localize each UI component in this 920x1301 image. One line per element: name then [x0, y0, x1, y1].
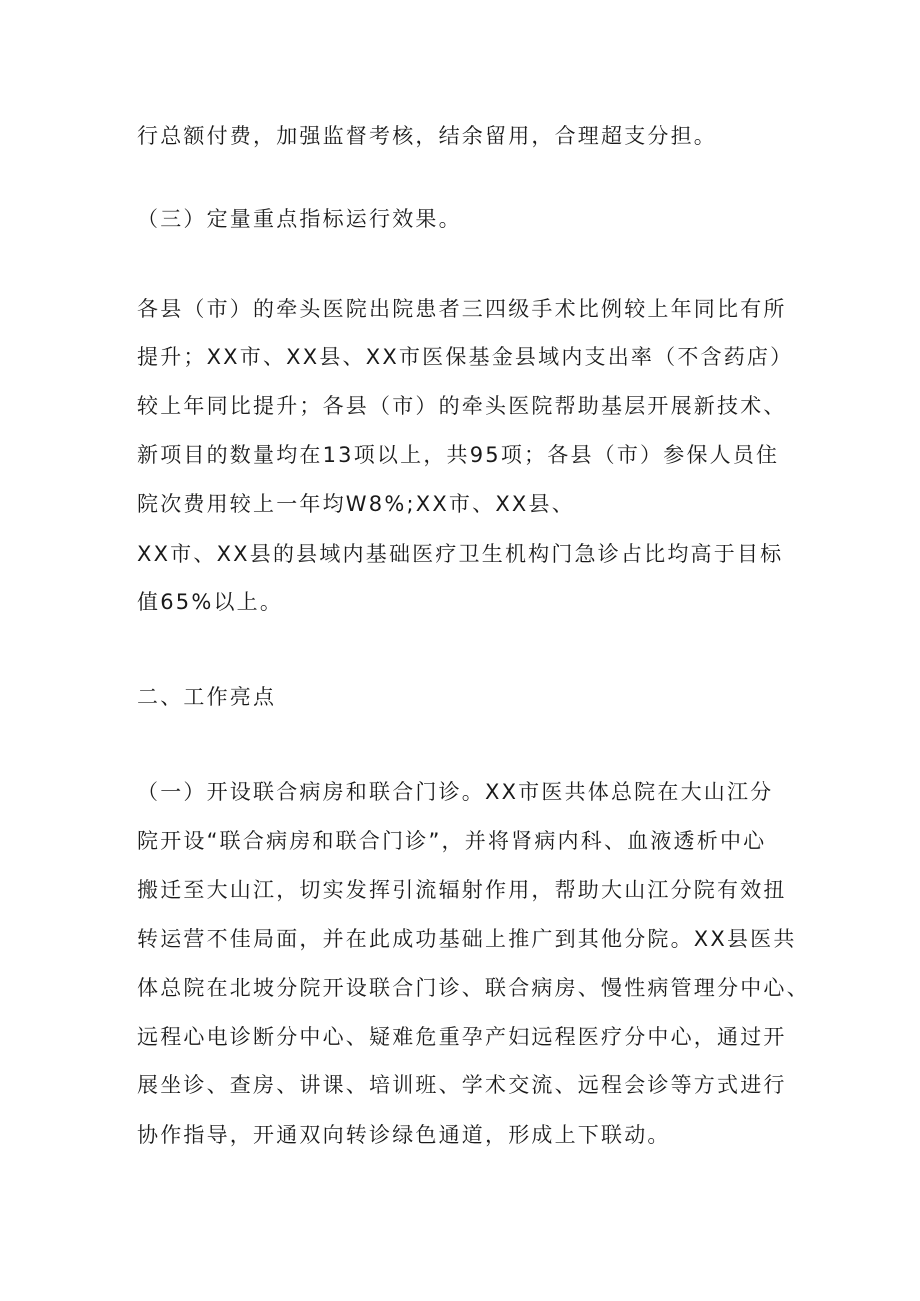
- highlight-line-2: 院开设“联合病房和联合门诊”，并将肾病内科、血液透析中心: [137, 829, 767, 853]
- paragraph-line-2: 各县（市）的牵头医院出院患者三四级手术比例较上年同比有所: [137, 297, 787, 321]
- paragraph-line-1: 行总额付费，加强监督考核，结余留用，合理超支分担。: [137, 124, 717, 148]
- highlight-line-8: 协作指导，开通双向转诊绿色通道，形成上下联动。: [137, 1123, 671, 1147]
- paragraph-line-3: 提升；XX市、XX县、XX市医保基金县域内支出率（不含药店）: [137, 345, 794, 369]
- section-heading-3: （三）定量重点指标运行效果。: [137, 207, 462, 231]
- highlight-line-5: 体总院在北坡分院开设联合门诊、联合病房、慢性病管理分中心、: [137, 976, 810, 1000]
- chapter-heading-2: 二、工作亮点: [137, 685, 277, 709]
- paragraph-line-4: 较上年同比提升；各县（市）的牵头医院帮助基层开展新技术、: [137, 394, 787, 418]
- paragraph-line-8: 值65%以上。: [137, 590, 284, 614]
- paragraph-line-5: 新项目的数量均在13项以上，共95项；各县（市）参保人员住: [137, 443, 780, 467]
- highlight-line-7: 展坐诊、查房、讲课、培训班、学术交流、远程会诊等方式进行: [137, 1073, 787, 1097]
- highlight-line-3: 搬迁至大山江，切实发挥引流辐射作用，帮助大山江分院有效扭: [137, 878, 787, 902]
- highlight-line-4: 转运营不佳局面，并在此成功基础上推广到其他分院。XX县医共: [137, 927, 797, 951]
- highlight-line-1: （一）开设联合病房和联合门诊。XX市医共体总院在大山江分: [137, 780, 774, 804]
- highlight-line-6: 远程心电诊断分中心、疑难危重孕产妇远程医疗分中心，通过开: [137, 1025, 787, 1049]
- paragraph-line-6: 院次费用较上一年均W8%;XX市、XX县、: [137, 492, 575, 516]
- paragraph-line-7: XX市、XX县的县域内基础医疗卫生机构门急诊占比均高于目标: [137, 542, 784, 566]
